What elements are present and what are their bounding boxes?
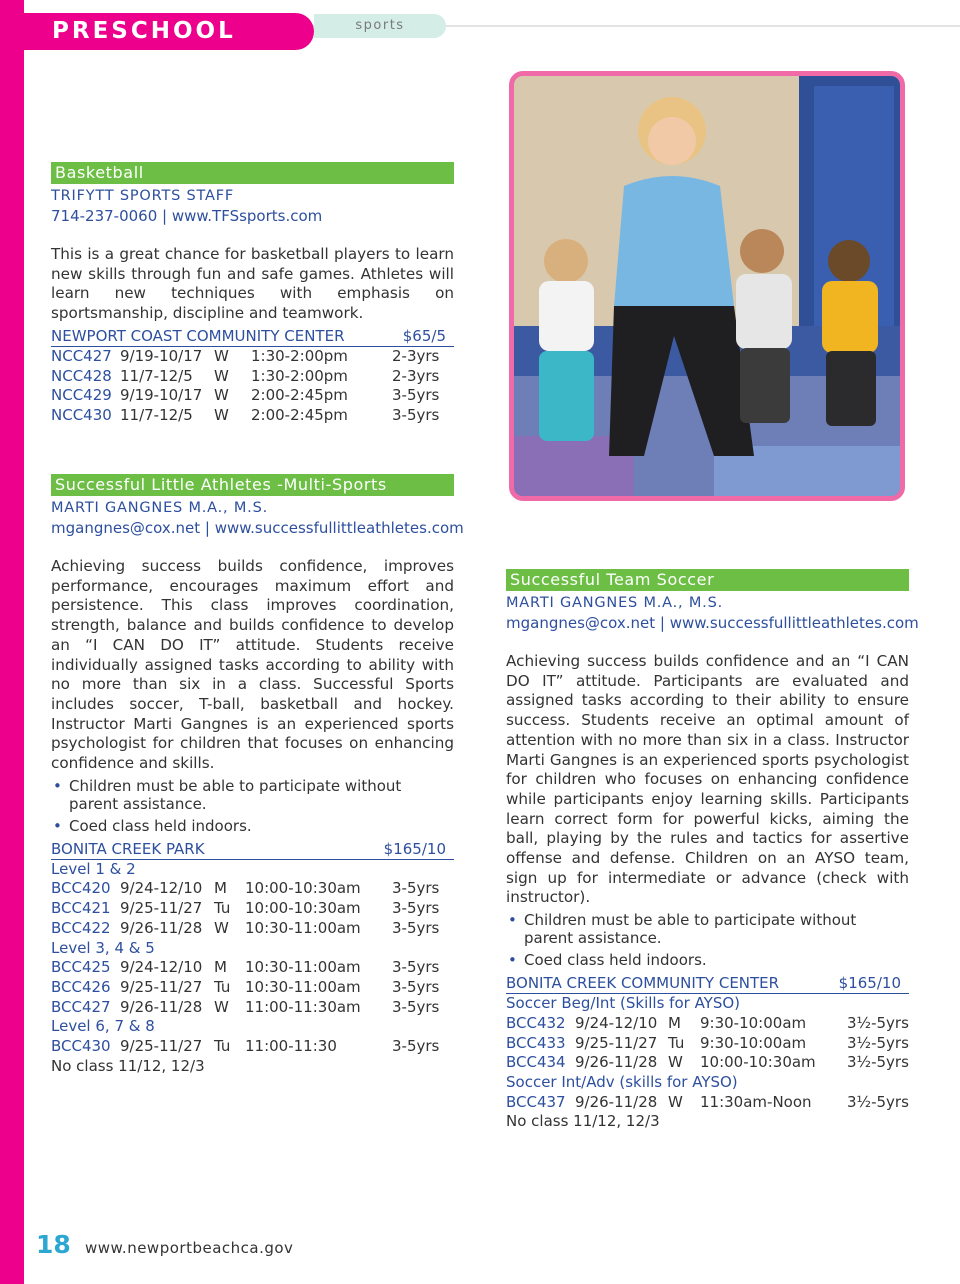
schedule-row — [51, 919, 454, 939]
basketball-location-row — [51, 326, 454, 347]
class-time: 11:00-11:30 — [245, 1036, 337, 1055]
class-age: 3-5yrs — [392, 1036, 440, 1055]
class-dates: 9/24-12/10 — [575, 1013, 658, 1032]
class-age: 3-5yrs — [392, 977, 440, 996]
class-age: 3½-5yrs — [847, 1013, 909, 1032]
schedule-row — [51, 958, 454, 978]
class-day: W — [214, 997, 229, 1016]
class-code[interactable]: BCC420 — [51, 879, 111, 898]
soccer-section — [506, 569, 919, 1132]
soccer-description: Achieving success builds confidence and an “I CAN DO IT” attitude. Participants are evaluated and assigned tasks according to their ability to ensure success. Students receive an optimal amount of attention with no more than six in a class. Instructor Marti Gangnes is an experienced sports psychologist for children who focuses on enhancing confidence while participants enjoy learning skills. Participants learn correct form for powerful kicks, aiming the ball, playing by the rules and tactics for assertive offense and defense. Children on an AYSO team, sign up for intermediate or advance (check with instructor). — [506, 652, 909, 907]
schedule-row — [51, 998, 454, 1018]
class-age: 2-3yrs — [392, 346, 440, 365]
class-age: 3-5yrs — [392, 997, 440, 1016]
multisports-contact[interactable]: mgangnes@cox.net | www.successfullittleathletes.com — [51, 519, 464, 537]
class-dates: 9/24-12/10 — [120, 879, 203, 898]
soccer-contact[interactable]: mgangnes@cox.net | www.successfullittleathletes.com — [506, 614, 919, 632]
class-code[interactable]: BCC422 — [51, 918, 111, 937]
multisports-no-class-note: No class 11/12, 12/3 — [51, 1056, 205, 1075]
class-day: W — [214, 405, 229, 424]
class-age: 3-5yrs — [392, 958, 440, 977]
soccer-location: BONITA CREEK COMMUNITY CENTER — [506, 974, 780, 993]
class-age: 3-5yrs — [392, 405, 440, 424]
section-title: PRESCHOOL — [52, 18, 236, 44]
class-time: 9:30-10:00am — [700, 1033, 807, 1052]
basketball-contact[interactable]: 714-237-0060 | www.TFSsports.com — [51, 207, 323, 225]
class-time: 11:00-11:30am — [245, 997, 361, 1016]
class-day: M — [214, 958, 227, 977]
class-time: 11:30am-Noon — [700, 1092, 812, 1111]
class-dates: 9/25-11/27 — [575, 1033, 658, 1052]
magenta-side-bar — [0, 0, 24, 1284]
schedule-row — [506, 1053, 909, 1073]
basketball-description: This is a great chance for basketball players to learn new skills through fun and safe games. Athletes will learn new techniques with emphasis on sportsmanship, discipline and teamwork. — [51, 245, 454, 323]
basketball-instructor: TRIFYTT SPORTS STAFF — [51, 188, 235, 204]
class-age: 3½-5yrs — [847, 1033, 909, 1052]
class-day: M — [668, 1013, 681, 1032]
class-age: 3-5yrs — [392, 899, 440, 918]
soccer-notes — [506, 911, 909, 969]
class-age: 3-5yrs — [392, 879, 440, 898]
class-time: 9:30-10:00am — [700, 1013, 807, 1032]
bullet-item: • Children must be able to participate without parent assistance. — [506, 911, 909, 947]
category-tab: sports — [314, 14, 446, 38]
class-photo — [509, 71, 905, 501]
class-code[interactable]: NCC427 — [51, 346, 112, 365]
class-code[interactable]: BCC426 — [51, 977, 111, 996]
class-age: 3-5yrs — [392, 918, 440, 937]
class-dates: 9/24-12/10 — [120, 958, 203, 977]
soccer-location-row — [506, 973, 909, 994]
class-code[interactable]: BCC432 — [506, 1013, 566, 1032]
class-day: W — [668, 1053, 683, 1072]
class-day: Tu — [214, 977, 231, 996]
class-age: 3½-5yrs — [847, 1092, 909, 1111]
class-dates: 9/25-11/27 — [120, 899, 203, 918]
class-time: 2:00-2:45pm — [251, 386, 348, 405]
class-age: 2-3yrs — [392, 366, 440, 385]
class-dates: 9/26-11/28 — [575, 1053, 658, 1072]
bullet-item: • Coed class held indoors. — [506, 951, 909, 969]
class-dates: 11/7-12/5 — [120, 405, 193, 424]
class-time: 10:30-11:00am — [245, 977, 361, 996]
soccer-fee: $165/10 — [838, 974, 901, 993]
level-label: Soccer Beg/Int (Skills for AYSO) — [506, 994, 741, 1013]
class-age: 3-5yrs — [392, 386, 440, 405]
class-day: W — [214, 366, 229, 385]
class-day: Tu — [214, 899, 231, 918]
basketball-location: NEWPORT COAST COMMUNITY CENTER — [51, 326, 345, 345]
class-day: Tu — [668, 1033, 685, 1052]
multisports-notes — [51, 777, 454, 835]
schedule-row — [506, 1034, 909, 1054]
class-dates: 9/26-11/28 — [575, 1092, 658, 1111]
class-time: 2:00-2:45pm — [251, 405, 348, 424]
class-code[interactable]: NCC430 — [51, 405, 112, 424]
page-number: 18 — [36, 1230, 71, 1259]
basketball-title: Basketball — [51, 162, 454, 184]
class-dates: 9/25-11/27 — [120, 977, 203, 996]
class-code[interactable]: BCC427 — [51, 997, 111, 1016]
class-time: 10:30-11:00am — [245, 918, 361, 937]
schedule-row — [51, 1037, 454, 1057]
class-day: Tu — [214, 1036, 231, 1055]
multisports-location-row — [51, 839, 454, 860]
class-code[interactable]: BCC434 — [506, 1053, 566, 1072]
bullet-item: • Children must be able to participate without parent assistance. — [51, 777, 454, 813]
class-code[interactable]: BCC437 — [506, 1092, 566, 1111]
basketball-fee: $65/5 — [402, 326, 446, 345]
schedule-row — [51, 386, 454, 406]
class-dates: 9/25-11/27 — [120, 1036, 203, 1055]
schedule-row — [51, 978, 454, 998]
soccer-no-class-note: No class 11/12, 12/3 — [506, 1112, 660, 1131]
class-time: 1:30-2:00pm — [251, 366, 348, 385]
class-day: W — [214, 386, 229, 405]
class-time: 10:00-10:30am — [245, 879, 361, 898]
schedule-row — [51, 406, 454, 426]
schedule-row — [51, 899, 454, 919]
level-label: Soccer Int/Adv (skills for AYSO) — [506, 1072, 738, 1091]
class-code[interactable]: NCC428 — [51, 366, 112, 385]
level-label: Level 1 & 2 — [51, 859, 136, 878]
multisports-location: BONITA CREEK PARK — [51, 839, 205, 858]
class-time: 10:30-11:00am — [245, 958, 361, 977]
class-day: W — [668, 1092, 683, 1111]
class-code[interactable]: NCC429 — [51, 386, 112, 405]
schedule-row — [51, 367, 454, 387]
level-label: Level 3, 4 & 5 — [51, 938, 155, 957]
class-time: 10:00-10:30am — [700, 1053, 816, 1072]
class-time: 10:00-10:30am — [245, 899, 361, 918]
class-code[interactable]: BCC425 — [51, 958, 111, 977]
class-dates: 9/26-11/28 — [120, 997, 203, 1016]
class-code[interactable]: BCC430 — [51, 1036, 111, 1055]
basketball-schedule — [51, 347, 454, 426]
class-code[interactable]: BCC433 — [506, 1033, 566, 1052]
class-dates: 9/19-10/17 — [120, 346, 203, 365]
multisports-fee: $165/10 — [383, 839, 446, 858]
schedule-row — [51, 347, 454, 367]
class-age: 3½-5yrs — [847, 1053, 909, 1072]
basketball-section — [51, 162, 454, 426]
class-day: W — [214, 918, 229, 937]
class-dates: 11/7-12/5 — [120, 366, 193, 385]
multisports-description: Achieving success builds confidence, improves performance, encourages maximum effort and persistence. This class improves coordination, strength, balance and builds confidence to develop an “I CAN DO IT” attitude. Students receive individually assigned tasks according to ability with no more than six in a class. Successful Sports includes soccer, T-ball, basketball and hockey. Instructor Marti Gangnes is an experienced sports psychologist for children that focuses on enhancing confidence and skills. — [51, 557, 454, 773]
multisports-section — [51, 474, 464, 1076]
bullet-item: • Coed class held indoors. — [51, 817, 454, 835]
soccer-title: Successful Team Soccer — [506, 569, 909, 591]
class-dates: 9/19-10/17 — [120, 386, 203, 405]
multisports-title: Successful Little Athletes -Multi-Sports — [51, 474, 454, 496]
schedule-row — [506, 1093, 909, 1113]
class-time: 1:30-2:00pm — [251, 346, 348, 365]
class-day: W — [214, 346, 229, 365]
class-code[interactable]: BCC421 — [51, 899, 111, 918]
class-dates: 9/26-11/28 — [120, 918, 203, 937]
class-day: M — [214, 879, 227, 898]
schedule-row — [506, 1014, 909, 1034]
soccer-instructor: MARTI GANGNES M.A., M.S. — [506, 595, 723, 611]
multisports-instructor: MARTI GANGNES M.A., M.S. — [51, 500, 268, 516]
schedule-row — [51, 879, 454, 899]
level-label: Level 6, 7 & 8 — [51, 1017, 155, 1036]
footer-website[interactable]: www.newportbeachca.gov — [85, 1239, 294, 1257]
